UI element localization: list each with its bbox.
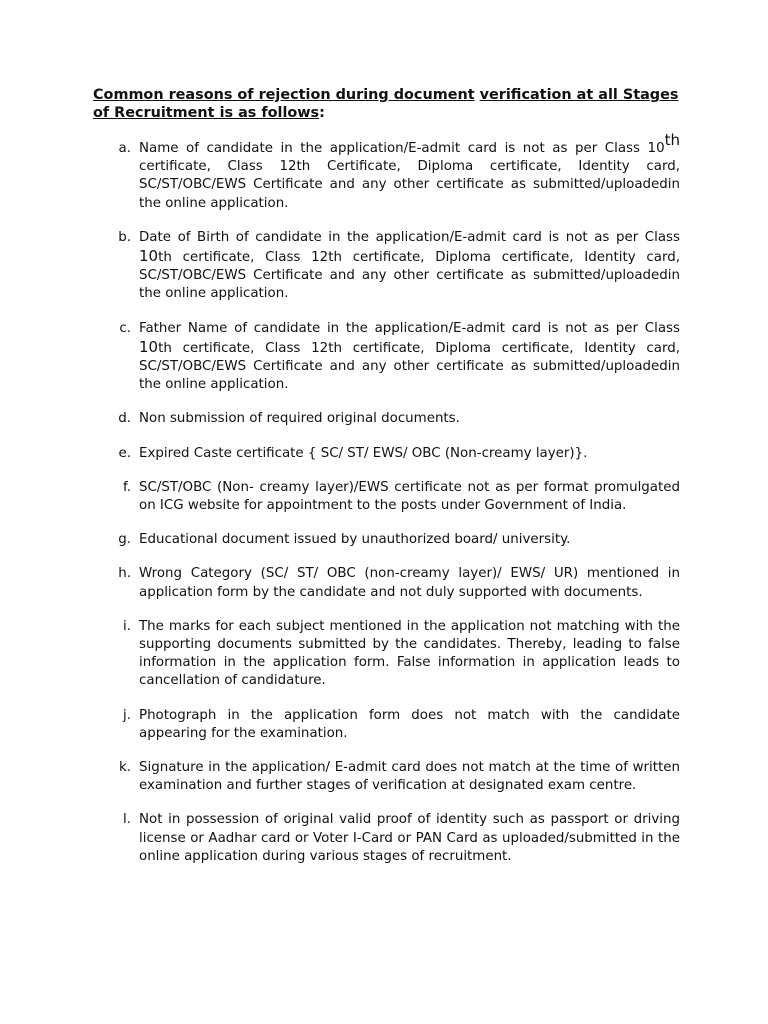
- item-text-part: th certificate, Class 12th certificate, Diploma certificate, Identity card, SC/ST/OBC/EWS Certificate and any other certificate as submitted/uploadedin the online application.: [139, 250, 680, 302]
- title-part-1: Common reasons of rejection during document: [93, 87, 475, 103]
- list-item: [93, 759, 680, 795]
- list-item: [93, 618, 680, 691]
- list-item-text: Photograph in the application form does not match with the candidate appearing for the examination.: [139, 707, 680, 741]
- list-item-text: [139, 320, 680, 395]
- list-item: [93, 479, 680, 515]
- list-item-text: Expired Caste certificate { SC/ ST/ EWS/ OBC (Non-creamy layer)}.: [139, 445, 588, 461]
- list-marker: l.: [123, 812, 131, 828]
- item-text-part: certificate, Class 12th Certificate, Diploma certificate, Identity card, SC/ST/OBC/EWS Certificate and any other certificate as submitted/uploadedin the online application.: [139, 159, 680, 211]
- list-marker: d.: [118, 411, 131, 427]
- item-text-part: Date of Birth of candidate in the application/E-admit card is not as per Class: [139, 229, 680, 245]
- list-item-text: Not in possession of original valid proof of identity such as passport or driving license or Aadhar card or Voter I-Card or PAN Card as uploaded/submitted in the online application during various stages of recruitment.: [139, 812, 680, 864]
- document-page: [93, 86, 680, 882]
- list-marker: i.: [123, 618, 131, 634]
- list-item: [93, 229, 680, 304]
- list-marker: b.: [118, 229, 131, 245]
- item-text-part: 10: [139, 337, 159, 356]
- list-marker: c.: [119, 320, 131, 336]
- list-item: [93, 131, 680, 213]
- list-item: [93, 565, 680, 601]
- item-text-part: 10: [139, 247, 159, 266]
- list-item: [93, 320, 680, 395]
- list-item: [93, 811, 680, 866]
- list-item: [93, 410, 680, 428]
- list-item: [93, 531, 680, 549]
- item-text-part: Father Name of candidate in the application/E-admit card is not as per Class: [139, 320, 680, 336]
- list-item-text: [139, 131, 680, 213]
- rejection-reasons-list: [93, 131, 680, 866]
- list-item-text: SC/ST/OBC (Non- creamy layer)/EWS certificate not as per format promulgated on ICG website for appointment to the posts under Government of India.: [139, 479, 680, 514]
- list-marker: g.: [118, 532, 131, 548]
- list-item-text: Wrong Category (SC/ ST/ OBC (non-creamy layer)/ EWS/ UR) mentioned in application form by the candidate and not duly supported with documents.: [139, 566, 680, 600]
- list-item-text: Signature in the application/ E-admit card does not match at the time of written examination and further stages of verification at designated exam centre.: [139, 760, 680, 794]
- list-item: [93, 707, 680, 743]
- title-part-2: verification at all Stages of Recruitment is as follows: [93, 87, 679, 121]
- list-marker: j.: [123, 707, 131, 723]
- list-item-text: [139, 229, 680, 304]
- list-marker: a.: [118, 141, 131, 156]
- list-marker: e.: [118, 445, 131, 461]
- item-text-part: Name of candidate in the application/E-admit card is not as per Class 10: [139, 141, 665, 156]
- item-text-part: th certificate, Class 12th certificate, Diploma certificate, Identity card, SC/ST/OBC/EWS Certificate and any other certificate as submitted/uploadedin the online application.: [139, 340, 680, 393]
- list-item-text: The marks for each subject mentioned in the application not matching with the supporting documents submitted by the candidates. Thereby, leading to false information in the application form. False information in application leads to cancellation of candidature.: [139, 618, 680, 689]
- superscript: th: [664, 131, 680, 149]
- page-title: [93, 86, 680, 122]
- list-marker: k.: [118, 760, 131, 776]
- list-item-text: Educational document issued by unauthorized board/ university.: [139, 532, 571, 548]
- title-colon: :: [319, 105, 325, 121]
- list-marker: h.: [118, 566, 131, 582]
- list-marker: f.: [123, 479, 131, 495]
- list-item: [93, 445, 680, 463]
- list-item-text: Non submission of required original documents.: [139, 411, 460, 427]
